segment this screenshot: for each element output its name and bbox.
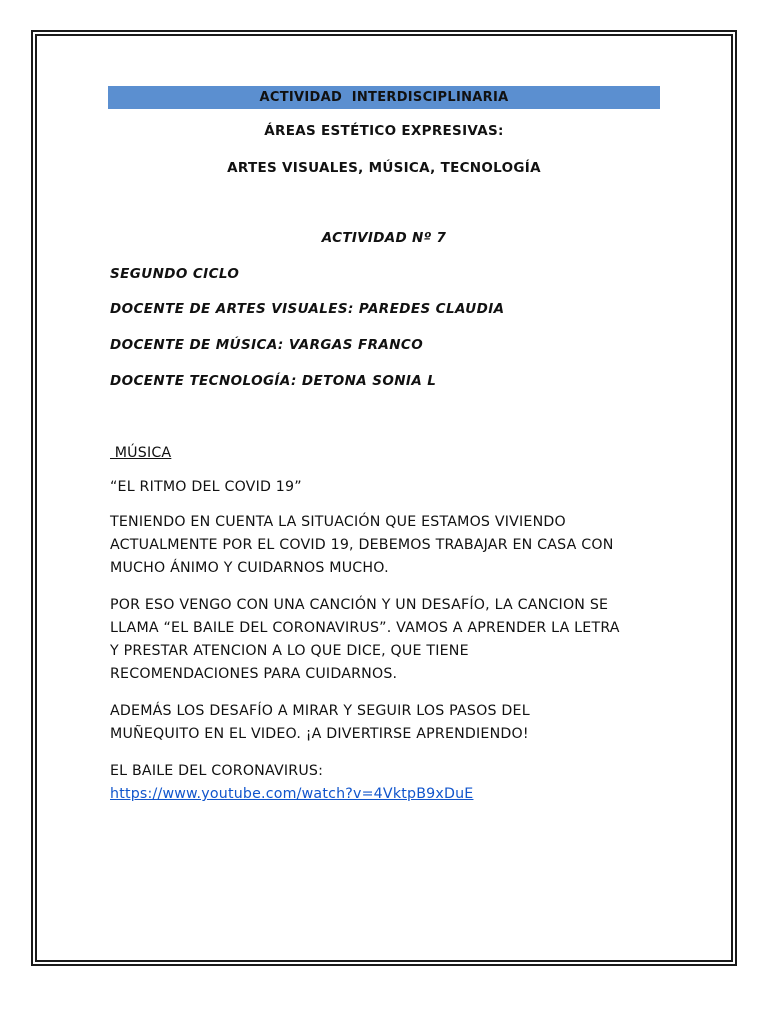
music-section-heading xyxy=(110,442,670,465)
activity-number: ACTIVIDAD Nº 7 xyxy=(321,230,447,246)
music-teacher: DOCENTE DE MÚSICA: VARGAS FRANCO xyxy=(110,337,424,353)
paragraph-intro xyxy=(110,511,670,580)
cycle-line: SEGUNDO CICLO xyxy=(110,266,240,282)
paragraph-line: MUCHO ÁNIMO Y CUIDARNOS MUCHO. xyxy=(110,560,389,576)
video-block xyxy=(110,760,670,806)
areas-heading: ÁREAS ESTÉTICO EXPRESIVAS: xyxy=(264,123,504,139)
activity-banner xyxy=(108,86,660,109)
music-heading-text: MÚSICA xyxy=(110,445,172,461)
paragraph-line: LLAMA “EL BAILE DEL CORONAVIRUS”. VAMOS A APRENDER LA LETRA xyxy=(110,620,620,636)
visual-arts-teacher: DOCENTE DE ARTES VISUALES: PAREDES CLAUDIA xyxy=(110,301,505,317)
paragraph-challenge xyxy=(110,700,670,746)
banner-title: ACTIVIDAD INTERDISCIPLINARIA xyxy=(259,90,509,105)
paragraph-line: MUÑEQUITO EN EL VIDEO. ¡A DIVERTIRSE APRENDIENDO! xyxy=(110,726,529,742)
technology-teacher: DOCENTE TECNOLOGÍA: DETONA SONIA L xyxy=(110,373,437,389)
paragraph-line: RECOMENDACIONES PARA CUIDARNOS. xyxy=(110,666,398,682)
subjects-heading: ARTES VISUALES, MÚSICA, TECNOLOGÍA xyxy=(227,160,541,176)
paragraph-line: ADEMÁS LOS DESAFÍO A MIRAR Y SEGUIR LOS PASOS DEL xyxy=(110,703,530,719)
video-label: EL BAILE DEL CORONAVIRUS: xyxy=(110,763,324,779)
song-title: “EL RITMO DEL COVID 19” xyxy=(110,479,302,495)
paragraph-line: ACTUALMENTE POR EL COVID 19, DEBEMOS TRABAJAR EN CASA CON xyxy=(110,537,614,553)
paragraph-line: TENIENDO EN CUENTA LA SITUACIÓN QUE ESTAMOS VIVIENDO xyxy=(110,514,566,530)
video-link[interactable]: https://www.youtube.com/watch?v=4VktpB9xDuE xyxy=(110,786,474,802)
paragraph-line: POR ESO VENGO CON UNA CANCIÓN Y UN DESAFÍO, LA CANCION SE xyxy=(110,597,609,613)
paragraph-line: Y PRESTAR ATENCION A LO QUE DICE, QUE TIENE xyxy=(110,643,469,659)
paragraph-song xyxy=(110,594,670,686)
